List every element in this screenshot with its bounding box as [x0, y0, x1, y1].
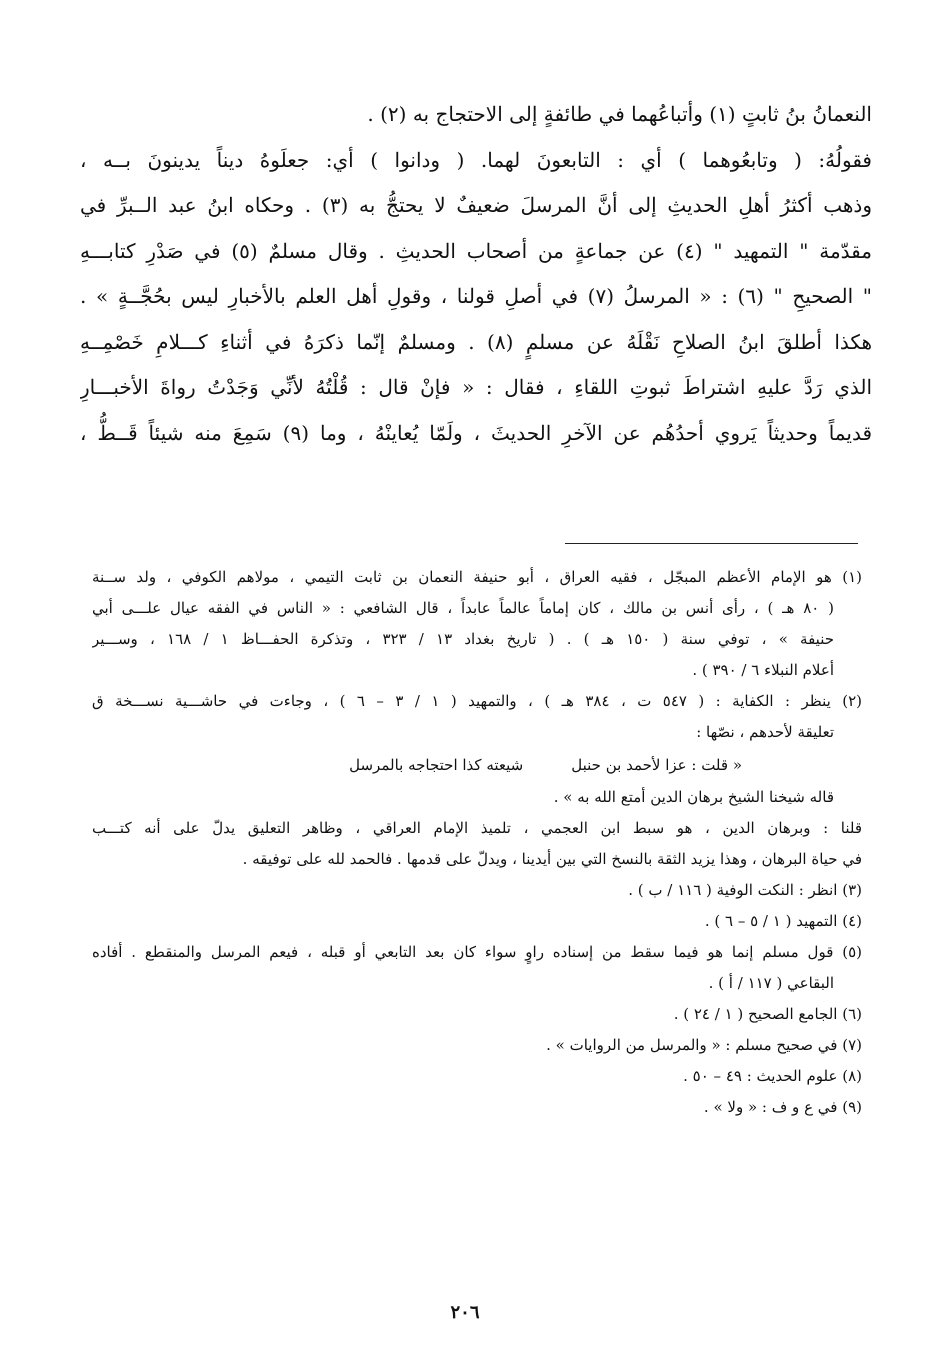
footnote-5-line-1: (٥) قول مسلم إنما هو فيما سقط من إسناده راوٍ سواء كان بعد التابعي أو قبله ، فيعم المرسل والمنقطع . أفاده	[92, 943, 862, 961]
main-line-4: مقدّمة " التمهيد " (٤) عن جماعةٍ من أصحاب الحديثِ . وقال مسلمٌ (٥) في صَدْرِ كتابـــهِ	[80, 238, 872, 263]
footnote-7-line: (٧) في صحيح مسلم : « والمرسل من الروايات » .	[546, 1036, 862, 1054]
poem-verse	[92, 748, 862, 782]
footnote-2b-line-1: قلنا : وبرهان الدين ، هو سبط ابن العجمي ، تلميذ الإمام العراقي ، وظاهر التعليق يدلّ على أنه كتـــب	[92, 819, 862, 837]
main-text	[80, 92, 872, 456]
footnote-9	[92, 1092, 862, 1123]
footnote-3-line: (٣) انظر : النكت الوفية ( ١١٦ / ب ) .	[628, 881, 862, 899]
main-line-8: قديماً وحديثاً يَروي أحدُهُم عن الآخرِ الحديثَ ، ولَمّا يُعاينْهُ ، وما (٩) سَمِعَ منه شيئاً قَــطُّ ،	[80, 420, 872, 445]
footnote-2-line-1: (٢) ينظر : الكفاية : ( ٥٤٧ ت ، ٣٨٤ هـ ) ، والتمهيد ( ١ / ٣ – ٦ ) ، وجاءت في حاشـــية نســـخة ق	[92, 692, 862, 710]
footnote-1-line-3: حنيفة » ، توفي سنة ( ١٥٠ هـ ) . ( تاريخ بغداد ١٣ / ٣٢٣ ، وتذكرة الحفـــاظ ١ / ١٦٨ ، وســـير	[92, 630, 835, 648]
footnotes	[92, 562, 862, 1123]
footnote-7	[92, 1030, 862, 1061]
poem-hemistich-2: شيعته كذا احتجاجه بالمرسل	[349, 756, 524, 774]
footnote-9-line: (٩) في ع و ف : « ولا » .	[703, 1098, 862, 1116]
poem-hemistich-1: « قلت : عزا لأحمد بن حنبل	[571, 756, 742, 774]
footnote-8	[92, 1061, 862, 1092]
main-line-3: وذهب أكثرُ أهلِ الحديثِ إلى أنَّ المرسلَ ضعيفٌ لا يحتجُّ به (٣) . وحكاه ابنُ عبد الــبرِّ في	[80, 193, 872, 217]
footnote-6	[92, 999, 862, 1030]
footnote-1-line-1: (١) هو الإمام الأعظم المبجّل ، فقيه العراق ، أبو حنيفة النعمان بن ثابت التيمي ، مولاهم الكوفي ، ولد ســنة	[92, 568, 862, 586]
footnote-1-line-4: أعلام النبلاء ٦ / ٣٩٠ ) .	[692, 661, 834, 679]
footnote-4	[92, 906, 862, 937]
footnote-2-line-2: تعليقة لأحدهم ، نصّها :	[696, 723, 834, 741]
footnote-2	[92, 686, 862, 875]
footnote-divider	[565, 543, 858, 544]
footnote-1	[92, 562, 862, 686]
footnote-1-line-2: ( ٨٠ هـ ) ، رأى أنس بن مالك ، كان إماماً عالماً عابداً ، قال الشافعي : « الناس في الفقه عيال علـــى أبي	[92, 599, 834, 617]
poem-credit: قاله شيخنا الشيخ برهان الدين أمتع الله به » .	[553, 788, 834, 806]
footnote-8-line: (٨) علوم الحديث : ٤٩ – ٥٠ .	[683, 1067, 862, 1085]
main-line-6: هكذا أطلقَ ابنُ الصلاحِ نَقْلَهُ عن مسلمٍ (٨) . ومسلمٌ إنّما ذكرَهُ في أثناءِ كـــلامِ خَصْمِــهِ	[80, 329, 872, 354]
footnote-4-line: (٤) التمهيد ( ١ / ٥ – ٦ ) .	[704, 912, 862, 930]
footnote-6-line: (٦) الجامع الصحيح ( ١ / ٢٤ ) .	[673, 1005, 862, 1023]
footnote-3	[92, 875, 862, 906]
main-line-1: النعمانُ بنُ ثابتٍ (١) وأتباعُهما في طائفةٍ إلى الاحتجاج به (٢) .	[367, 102, 872, 126]
main-line-2: فقولُهُ: ( وتابعُوهما ) أي : التابعونَ لهما. ( ودانوا ) أي: جعلَوهُ ديناً يدينونَ بــه ،	[80, 147, 872, 172]
main-line-5: " الصحيحِ " (٦) : « المرسلُ (٧) في أصلِ قولنا ، وقولِ أهل العلم بالأخبارِ ليس بحُجَّــةٍ » .	[80, 284, 872, 308]
footnote-5	[92, 937, 862, 999]
page-number: ٢٠٦	[450, 1302, 480, 1323]
footnote-5-line-2: البقاعي ( ١١٧ / أ ) .	[708, 974, 834, 992]
main-line-7: الذي رَدَّ عليهِ اشتراطَ ثبوتِ اللقاءِ ، فقال : « فإنْ قال : قُلْتُهُ لأنِّي وَجَدْتُ رواةَ الأخبـــارِ	[80, 375, 872, 399]
footnote-2b-line-2: في حياة البرهان ، وهذا يزيد الثقة بالنسخ التي بين أيدينا ، ويدلّ على قدمها . فالحمد لله على توفيقه .	[242, 850, 862, 868]
